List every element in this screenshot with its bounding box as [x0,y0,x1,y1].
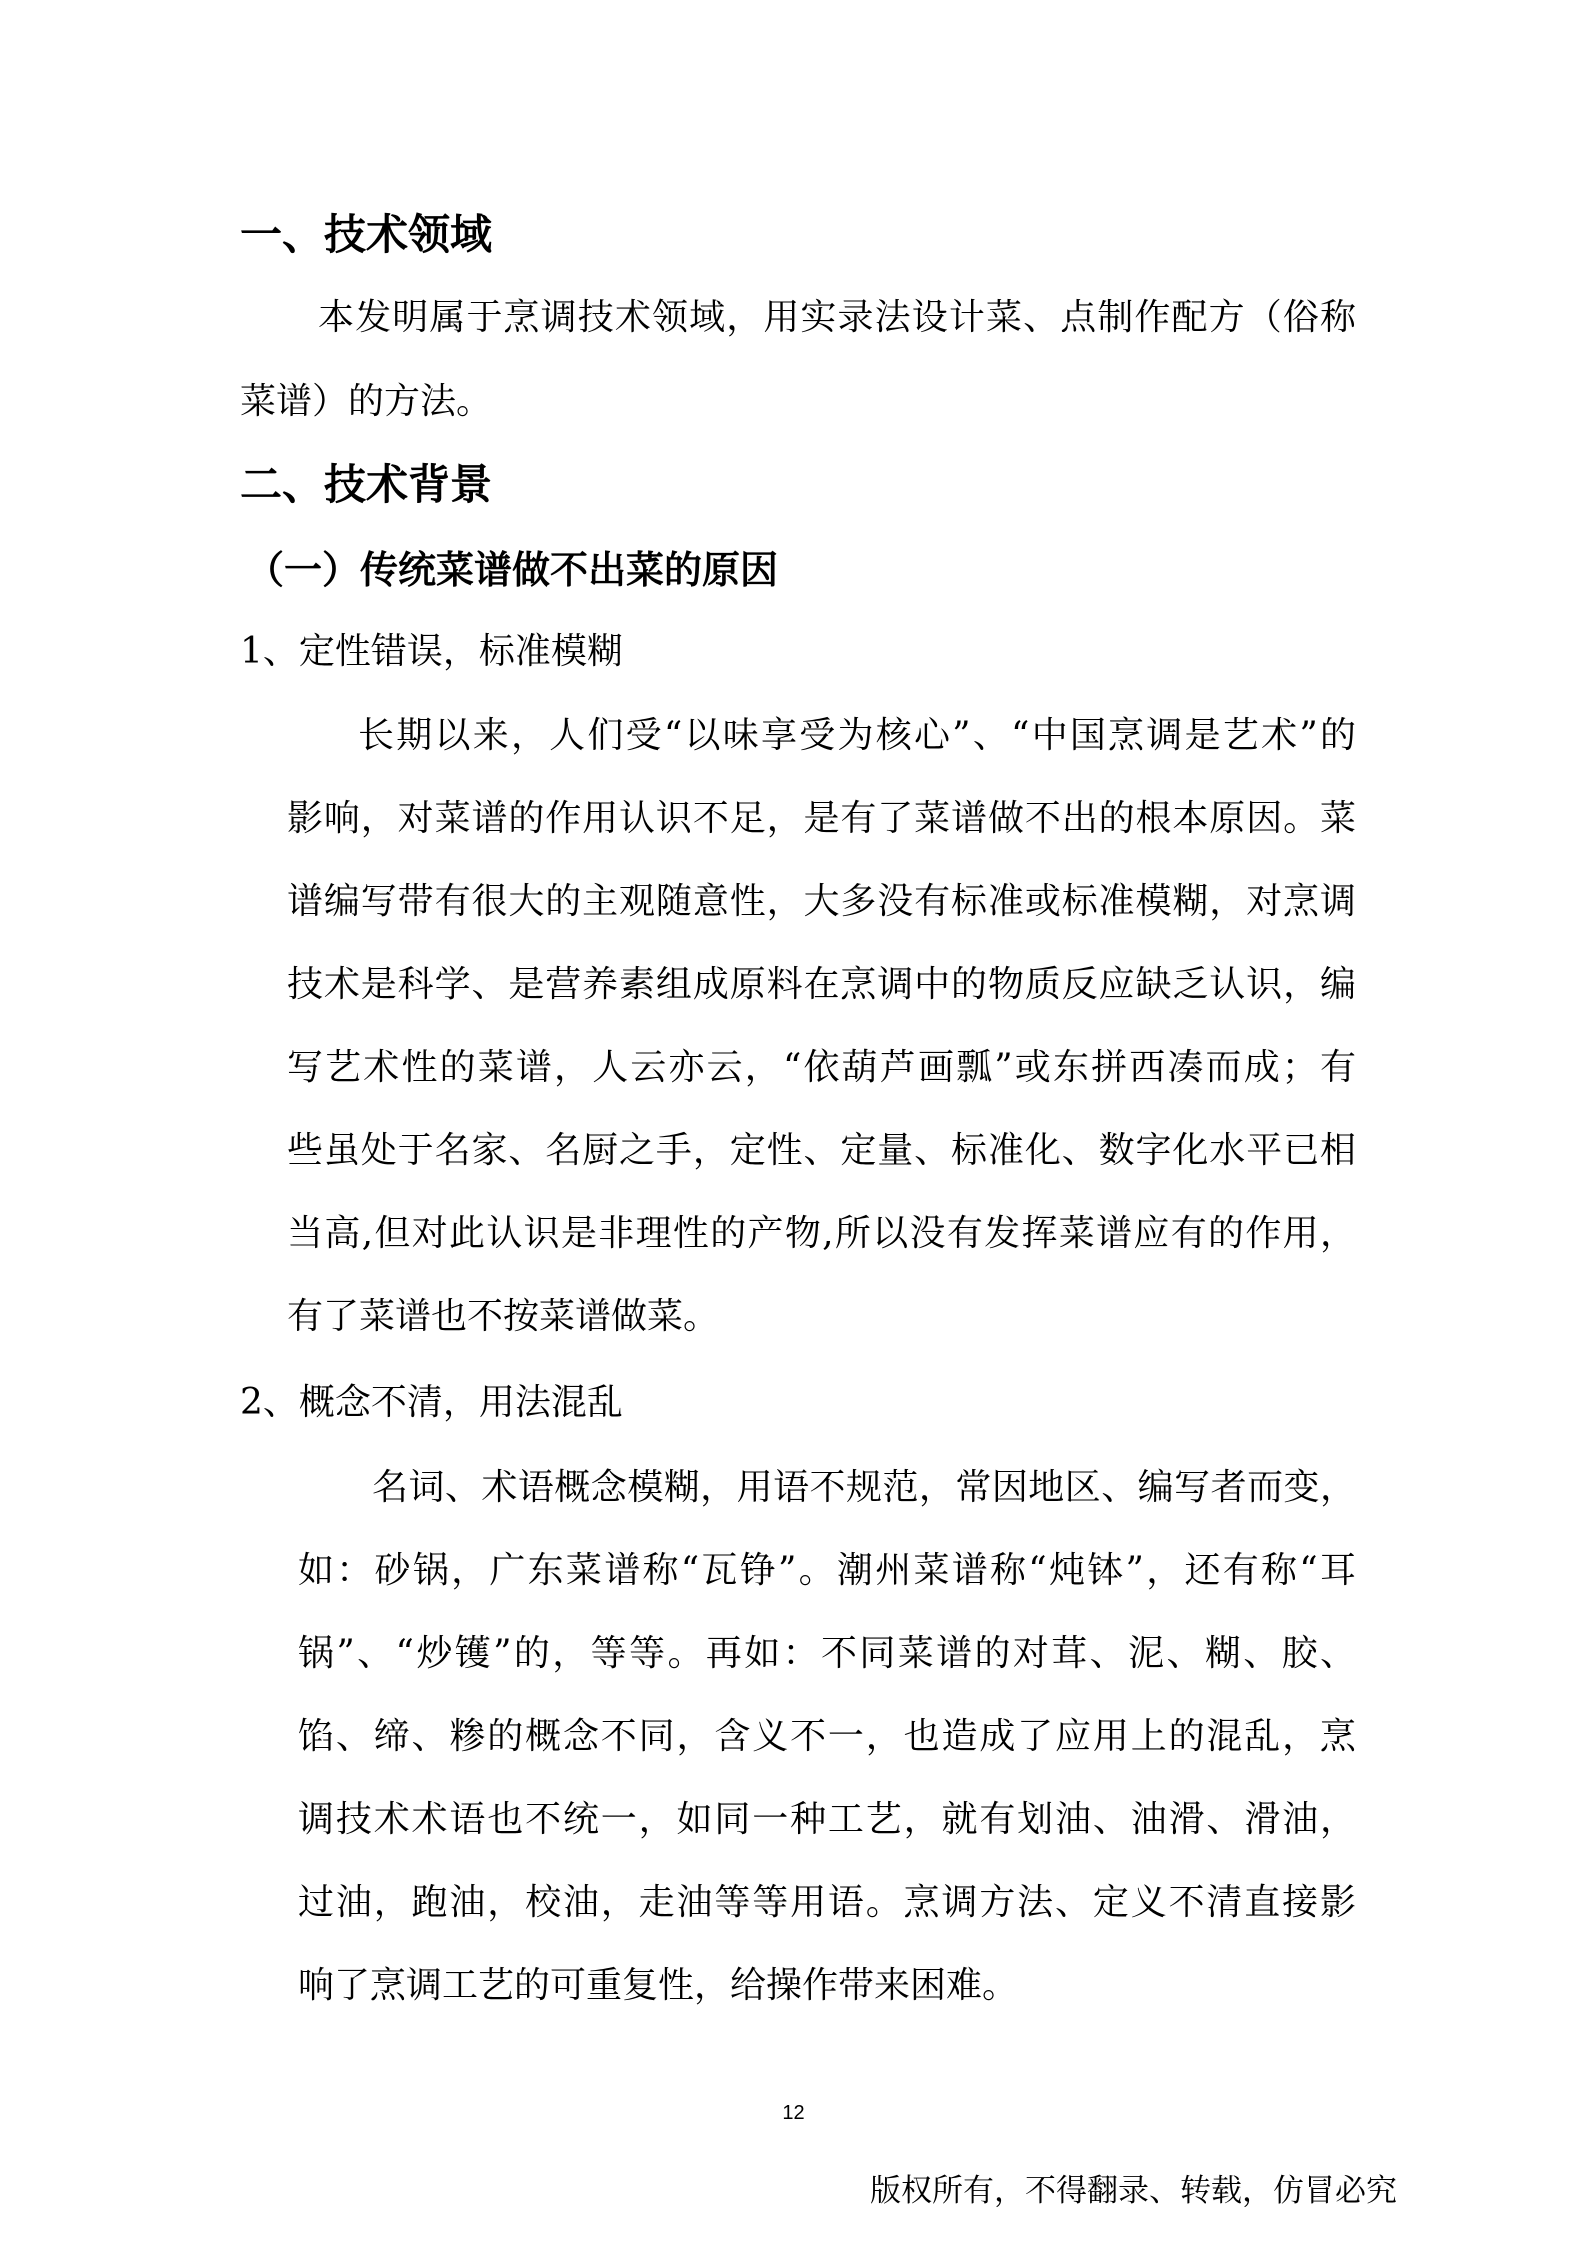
paragraph-line: 当高,但对此认识是非理性的产物,所以没有发挥菜谱应有的作用， [287,1213,1356,1254]
paragraph-line: 如：砂锅，广东菜谱称“瓦铮”。潮州菜谱称“炖钵”，还有称“耳 [298,1550,1356,1591]
item-heading: 2、概念不清，用法混乱 [240,1382,623,1423]
paragraph-line: 写艺术性的菜谱，人云亦云，“依葫芦画瓢”或东拼西凑而成；有 [287,1047,1356,1088]
item-heading: 1、定性错误，标准模糊 [240,631,623,672]
paragraph-line: 有了菜谱也不按菜谱做菜。 [287,1296,720,1337]
paragraph-line: 调技术术语也不统一，如同一种工艺，就有划油、油滑、滑油， [298,1799,1356,1840]
paragraph-line: 影响，对菜谱的作用认识不足，是有了菜谱做不出的根本原因。菜 [287,798,1356,839]
section-heading-technical-background: 二、技术背景 [240,460,493,509]
paragraph-line: 本发明属于烹调技术领域，用实录法设计菜、点制作配方（俗称 [318,297,1356,338]
section-heading-technical-field: 一、技术领域 [240,210,493,259]
copyright-footer: 版权所有，不得翻录、转载，仿冒必究 [870,2173,1397,2209]
paragraph-line: 些虽处于名家、名厨之手，定性、定量、标准化、数字化水平已相 [287,1130,1356,1171]
paragraph-line: 锅”、“炒镬”的，等等。再如：不同菜谱的对茸、泥、糊、胶、 [298,1633,1356,1674]
paragraph-line: 菜谱）的方法。 [240,381,493,422]
paragraph-line: 技术是科学、是营养素组成原料在烹调中的物质反应缺乏认识，编 [287,964,1356,1005]
paragraph-line: 馅、缔、糁的概念不同，含义不一，也造成了应用上的混乱，烹 [298,1716,1356,1757]
paragraph-line: 响了烹调工艺的可重复性，给操作带来困难。 [298,1965,1019,2006]
paragraph-line: 过油，跑油，校油，走油等等用语。烹调方法、定义不清直接影 [298,1882,1356,1923]
page-number: 12 [782,2102,805,2124]
paragraph-line: 名词、术语概念模糊，用语不规范，常因地区、编写者而变， [372,1467,1356,1508]
paragraph-line: 长期以来，人们受“以味享受为核心”、“中国烹调是艺术”的 [358,715,1356,756]
subsection-heading: （一）传统菜谱做不出菜的原因 [246,548,779,592]
paragraph-line: 谱编写带有很大的主观随意性，大多没有标准或标准模糊，对烹调 [287,881,1356,922]
